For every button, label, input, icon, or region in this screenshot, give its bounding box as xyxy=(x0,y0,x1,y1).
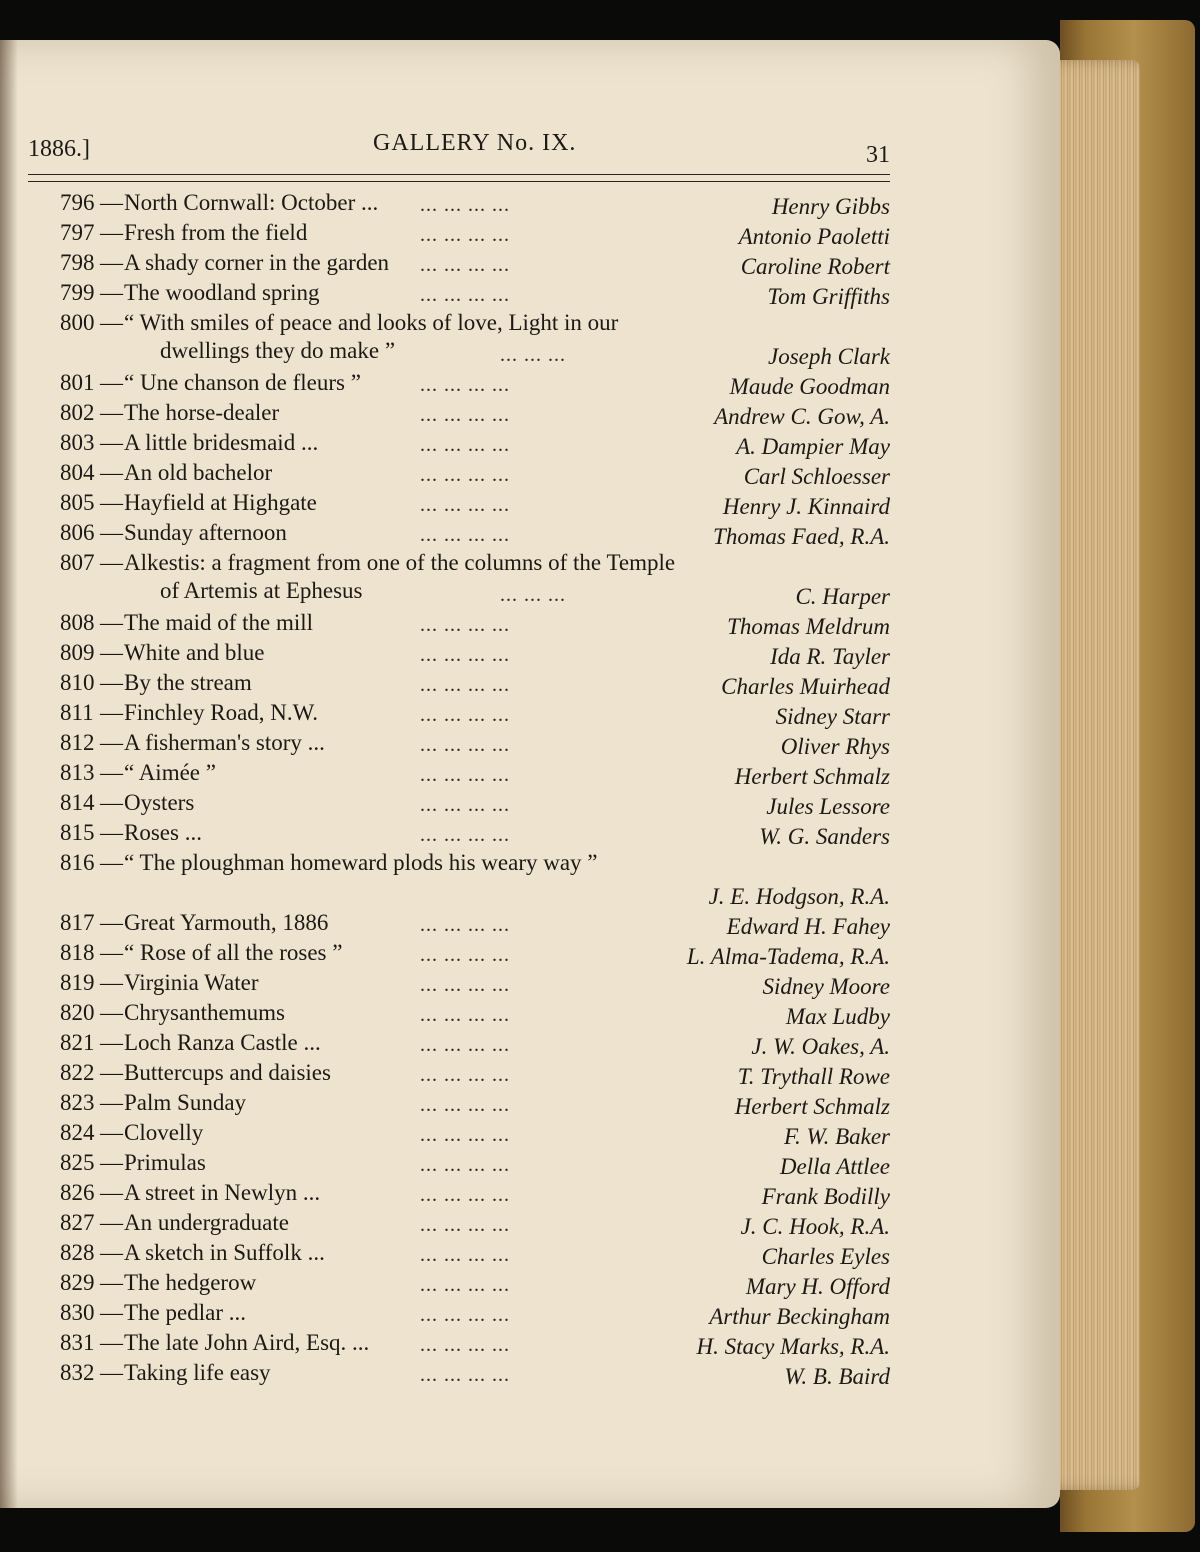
leader-dots: ... ... ... ... xyxy=(420,614,510,636)
entry-dash: — xyxy=(100,790,123,815)
entry-dash: — xyxy=(100,1090,123,1115)
leader-dots: ... ... ... ... xyxy=(420,734,510,756)
entry-dash: — xyxy=(100,280,123,305)
catalogue-entry xyxy=(60,968,890,998)
entry-artist: Charles Muirhead xyxy=(721,674,890,699)
leader-dots: ... ... ... ... xyxy=(420,404,510,426)
catalogue-entry xyxy=(60,248,890,278)
leader-dots: ... ... ... ... xyxy=(420,764,510,786)
entry-number: 830 xyxy=(60,1300,95,1325)
leader-dots: ... ... ... ... xyxy=(420,914,510,936)
entry-title: By the stream xyxy=(124,670,252,695)
entry-artist: J. W. Oakes, A. xyxy=(751,1034,890,1059)
entry-dash: — xyxy=(100,310,123,335)
entry-artist: H. Stacy Marks, R.A. xyxy=(696,1334,890,1359)
entry-number: 821 xyxy=(60,1030,95,1055)
catalogue-entry xyxy=(60,998,890,1028)
entry-dash: — xyxy=(100,1330,123,1355)
entry-number: 800 xyxy=(60,310,95,335)
entry-title: “ Une chanson de fleurs ” xyxy=(124,370,361,395)
entry-title: Sunday afternoon xyxy=(124,520,287,545)
entry-number: 811 xyxy=(60,700,94,725)
catalogue-entry xyxy=(60,1118,890,1148)
entry-number: 818 xyxy=(60,940,95,965)
catalogue-entry xyxy=(60,1208,890,1238)
entry-artist: Henry J. Kinnaird xyxy=(722,494,890,519)
catalogue-entry xyxy=(60,1238,890,1268)
entry-title: The hedgerow xyxy=(124,1270,257,1295)
entry-title: Roses ... xyxy=(124,820,202,845)
leader-dots: ... ... ... ... xyxy=(420,944,510,966)
catalogue-entry xyxy=(60,218,890,248)
entry-dash: — xyxy=(100,1030,123,1055)
entry-artist: Henry Gibbs xyxy=(771,194,890,219)
entry-number: 826 xyxy=(60,1180,95,1205)
catalogue-entry xyxy=(60,188,890,218)
entry-title: Palm Sunday xyxy=(124,1090,247,1115)
entry-title: Buttercups and daisies xyxy=(124,1060,331,1085)
entry-dash: — xyxy=(100,190,123,215)
entry-artist: Joseph Clark xyxy=(767,344,890,369)
entry-artist: Charles Eyles xyxy=(761,1244,890,1269)
entry-title: A fisherman's story ... xyxy=(124,730,325,755)
leader-dots: ... ... ... ... xyxy=(420,1184,510,1206)
entry-title: A street in Newlyn ... xyxy=(124,1180,321,1205)
entry-dash: — xyxy=(100,430,123,455)
entry-number: 803 xyxy=(60,430,95,455)
entry-dash: — xyxy=(100,220,123,245)
entry-title: A shady corner in the garden xyxy=(124,250,390,275)
entry-dash: — xyxy=(100,850,123,875)
entry-title: A little bridesmaid ... xyxy=(124,430,319,455)
catalogue-entry xyxy=(60,1298,890,1328)
entry-number: 825 xyxy=(60,1150,95,1175)
catalogue-entry xyxy=(60,428,890,458)
entry-dash: — xyxy=(100,1360,123,1385)
leader-dots: ... ... ... ... xyxy=(420,644,510,666)
entry-number: 802 xyxy=(60,400,95,425)
entry-title: “ With smiles of peace and looks of love, Light in our xyxy=(124,310,619,335)
entry-number: 796 xyxy=(60,190,95,215)
leader-dots: ... ... ... ... xyxy=(420,794,510,816)
entry-artist: Caroline Robert xyxy=(740,254,890,279)
entry-title: Virginia Water xyxy=(124,970,259,995)
entry-number: 815 xyxy=(60,820,95,845)
catalogue-entry xyxy=(60,458,890,488)
leader-dots: ... ... ... ... xyxy=(420,254,510,276)
entry-artist: Edward H. Fahey xyxy=(726,914,890,939)
entry-artist: Maude Goodman xyxy=(729,374,890,399)
catalogue-entry xyxy=(60,278,890,308)
entry-number: 814 xyxy=(60,790,95,815)
catalogue-entry xyxy=(60,638,890,668)
entry-dash: — xyxy=(100,1060,123,1085)
catalogue-entry xyxy=(60,848,890,908)
entry-title: White and blue xyxy=(124,640,265,665)
leader-dots: ... ... ... ... xyxy=(420,374,510,396)
leader-dots: ... ... ... ... xyxy=(420,1244,510,1266)
leader-dots: ... ... ... ... xyxy=(420,464,510,486)
catalogue-entry xyxy=(60,518,890,548)
leader-dots: ... ... ... ... xyxy=(420,1274,510,1296)
catalogue-entry xyxy=(60,698,890,728)
catalogue-entry xyxy=(60,308,890,368)
catalogue-list xyxy=(60,188,890,1388)
page-header xyxy=(28,130,890,170)
leader-dots: ... ... ... ... xyxy=(420,1064,510,1086)
leader-dots: ... ... ... ... xyxy=(420,194,510,216)
entry-number: 817 xyxy=(60,910,95,935)
entry-dash: — xyxy=(100,970,123,995)
catalogue-entry xyxy=(60,728,890,758)
catalogue-entry xyxy=(60,368,890,398)
entry-number: 816 xyxy=(60,850,95,875)
leader-dots: ... ... ... ... xyxy=(420,434,510,456)
entry-dash: — xyxy=(100,1240,123,1265)
entry-dash: — xyxy=(100,370,123,395)
catalogue-entry xyxy=(60,1268,890,1298)
entry-artist: Mary H. Offord xyxy=(745,1274,890,1299)
entry-dash: — xyxy=(100,670,123,695)
leader-dots: ... ... ... ... xyxy=(420,1334,510,1356)
leader-dots: ... ... ... ... xyxy=(420,494,510,516)
entry-artist: F. W. Baker xyxy=(783,1124,890,1149)
entry-title: Oysters xyxy=(124,790,195,815)
leader-dots: ... ... ... ... xyxy=(420,824,510,846)
leader-dots: ... ... ... ... xyxy=(420,1364,510,1386)
leader-dots: ... ... ... ... xyxy=(420,1034,510,1056)
entry-number: 822 xyxy=(60,1060,95,1085)
catalogue-entry xyxy=(60,398,890,428)
entry-number: 828 xyxy=(60,1240,95,1265)
entry-title: A sketch in Suffolk ... xyxy=(124,1240,325,1265)
entry-number: 824 xyxy=(60,1120,95,1145)
entry-artist: C. Harper xyxy=(795,584,890,609)
entry-title: Primulas xyxy=(124,1150,206,1175)
entry-artist: J. E. Hodgson, R.A. xyxy=(708,884,890,909)
entry-dash: — xyxy=(100,910,123,935)
entry-title: Loch Ranza Castle ... xyxy=(124,1030,321,1055)
entry-number: 810 xyxy=(60,670,95,695)
catalogue-entry xyxy=(60,938,890,968)
catalogue-entry xyxy=(60,1178,890,1208)
entry-title: “ Rose of all the roses ” xyxy=(124,940,343,965)
entry-title: Fresh from the field xyxy=(124,220,308,245)
leader-dots: ... ... ... ... xyxy=(420,1214,510,1236)
entry-artist: W. G. Sanders xyxy=(759,824,890,849)
entry-artist: Carl Schloesser xyxy=(743,464,890,489)
entry-artist: W. B. Baird xyxy=(784,1364,890,1389)
entry-number: 797 xyxy=(60,220,95,245)
header-rule-top xyxy=(28,174,890,175)
entry-title: The maid of the mill xyxy=(124,610,314,635)
entry-dash: — xyxy=(100,760,123,785)
entry-dash: — xyxy=(100,820,123,845)
entry-artist: Antonio Paoletti xyxy=(738,224,890,249)
catalogue-entry xyxy=(60,1328,890,1358)
entry-title-continued: of Artemis at Ephesus xyxy=(160,578,363,603)
entry-dash: — xyxy=(100,400,123,425)
entry-number: 799 xyxy=(60,280,95,305)
entry-artist: Thomas Faed, R.A. xyxy=(713,524,890,549)
entry-number: 806 xyxy=(60,520,95,545)
entry-title: The horse-dealer xyxy=(124,400,280,425)
leader-dots: ... ... ... ... xyxy=(420,284,510,306)
entry-title: The pedlar ... xyxy=(124,1300,246,1325)
catalogue-entry xyxy=(60,548,890,608)
entry-title: “ Aimée ” xyxy=(124,760,216,785)
entry-artist: Sidney Moore xyxy=(762,974,890,999)
entry-title: North Cornwall: October ... xyxy=(124,190,379,215)
leader-dots: ... ... ... ... xyxy=(420,704,510,726)
entry-artist: T. Trythall Rowe xyxy=(737,1064,890,1089)
entry-artist: Jules Lessore xyxy=(766,794,890,819)
catalogue-entry xyxy=(60,818,890,848)
entry-title: Alkestis: a fragment from one of the columns of the Temple xyxy=(124,550,676,575)
entry-number: 807 xyxy=(60,550,95,575)
entry-title-continued: dwellings they do make ” xyxy=(160,338,396,363)
entry-number: 820 xyxy=(60,1000,95,1025)
entry-number: 809 xyxy=(60,640,95,665)
entry-dash: — xyxy=(100,1000,123,1025)
catalogue-entry xyxy=(60,1028,890,1058)
entry-dash: — xyxy=(100,1120,123,1145)
catalogue-entry xyxy=(60,1088,890,1118)
entry-artist: J. C. Hook, R.A. xyxy=(740,1214,890,1239)
leader-dots: ... ... ... ... xyxy=(420,1154,510,1176)
entry-artist: Frank Bodilly xyxy=(761,1184,890,1209)
entry-dash: — xyxy=(100,550,123,575)
entry-artist: L. Alma-Tadema, R.A. xyxy=(686,944,890,969)
leader-dots: ... ... ... ... xyxy=(420,1094,510,1116)
entry-title: An undergraduate xyxy=(124,1210,289,1235)
entry-dash: — xyxy=(100,700,123,725)
entry-artist: Arthur Beckingham xyxy=(709,1304,890,1329)
entry-dash: — xyxy=(100,1210,123,1235)
spine-shadow xyxy=(0,40,18,1508)
entry-dash: — xyxy=(100,1180,123,1205)
entry-dash: — xyxy=(100,1300,123,1325)
leader-dots: ... ... ... ... xyxy=(420,1304,510,1326)
catalogue-entry xyxy=(60,1058,890,1088)
catalogue-entry xyxy=(60,1148,890,1178)
entry-artist: Ida R. Tayler xyxy=(770,644,890,669)
entry-title: Great Yarmouth, 1886 xyxy=(124,910,329,935)
leader-dots: ... ... ... xyxy=(500,584,566,606)
entry-artist: Oliver Rhys xyxy=(780,734,890,759)
entry-dash: — xyxy=(100,1150,123,1175)
leader-dots: ... ... ... ... xyxy=(420,1124,510,1146)
entry-dash: — xyxy=(100,520,123,545)
catalogue-entry xyxy=(60,788,890,818)
header-rule-bottom xyxy=(28,181,890,182)
entry-artist: Andrew C. Gow, A. xyxy=(714,404,890,429)
catalogue-entry xyxy=(60,668,890,698)
leader-dots: ... ... ... ... xyxy=(420,674,510,696)
leader-dots: ... ... ... xyxy=(500,344,566,366)
leader-dots: ... ... ... ... xyxy=(420,974,510,996)
entry-number: 804 xyxy=(60,460,95,485)
entry-title: The woodland spring xyxy=(124,280,320,305)
entry-artist: A. Dampier May xyxy=(736,434,890,459)
leader-dots: ... ... ... ... xyxy=(420,1004,510,1026)
entry-artist: Tom Griffiths xyxy=(767,284,890,309)
entry-title: “ The ploughman homeward plods his weary way ” xyxy=(124,850,598,875)
entry-title: Taking life easy xyxy=(124,1360,271,1385)
entry-number: 819 xyxy=(60,970,95,995)
entry-title: Finchley Road, N.W. xyxy=(124,700,318,725)
entry-artist: Della Attlee xyxy=(779,1154,890,1179)
entry-number: 827 xyxy=(60,1210,95,1235)
catalogue-entry xyxy=(60,758,890,788)
entry-artist: Max Ludby xyxy=(785,1004,890,1029)
catalogue-entry xyxy=(60,1358,890,1388)
entry-number: 805 xyxy=(60,490,95,515)
entry-artist: Herbert Schmalz xyxy=(734,1094,890,1119)
entry-title: An old bachelor xyxy=(124,460,273,485)
entry-artist: Sidney Starr xyxy=(775,704,890,729)
header-year: 1886.] xyxy=(28,136,90,162)
entry-number: 813 xyxy=(60,760,95,785)
catalogue-entry xyxy=(60,908,890,938)
entry-dash: — xyxy=(100,730,123,755)
entry-title: Hayfield at Highgate xyxy=(124,490,317,515)
catalogue-entry xyxy=(60,608,890,638)
entry-dash: — xyxy=(100,940,123,965)
entry-number: 832 xyxy=(60,1360,95,1385)
entry-title: Clovelly xyxy=(124,1120,204,1145)
entry-dash: — xyxy=(100,250,123,275)
entry-title: Chrysanthemums xyxy=(124,1000,285,1025)
entry-number: 823 xyxy=(60,1090,95,1115)
entry-dash: — xyxy=(100,490,123,515)
entry-dash: — xyxy=(100,1270,123,1295)
catalogue-entry xyxy=(60,488,890,518)
entry-artist: Herbert Schmalz xyxy=(734,764,890,789)
entry-number: 808 xyxy=(60,610,95,635)
leader-dots: ... ... ... ... xyxy=(420,224,510,246)
entry-title: The late John Aird, Esq. ... xyxy=(124,1330,370,1355)
entry-dash: — xyxy=(100,640,123,665)
entry-number: 798 xyxy=(60,250,95,275)
entry-number: 831 xyxy=(60,1330,95,1355)
entry-artist: Thomas Meldrum xyxy=(727,614,890,639)
entry-number: 829 xyxy=(60,1270,95,1295)
entry-number: 801 xyxy=(60,370,95,395)
entry-dash: — xyxy=(100,460,123,485)
entry-dash: — xyxy=(100,610,123,635)
page-number: 31 xyxy=(866,142,890,168)
leader-dots: ... ... ... ... xyxy=(420,524,510,546)
header-gallery-title: GALLERY No. IX. xyxy=(373,130,577,156)
entry-number: 812 xyxy=(60,730,95,755)
